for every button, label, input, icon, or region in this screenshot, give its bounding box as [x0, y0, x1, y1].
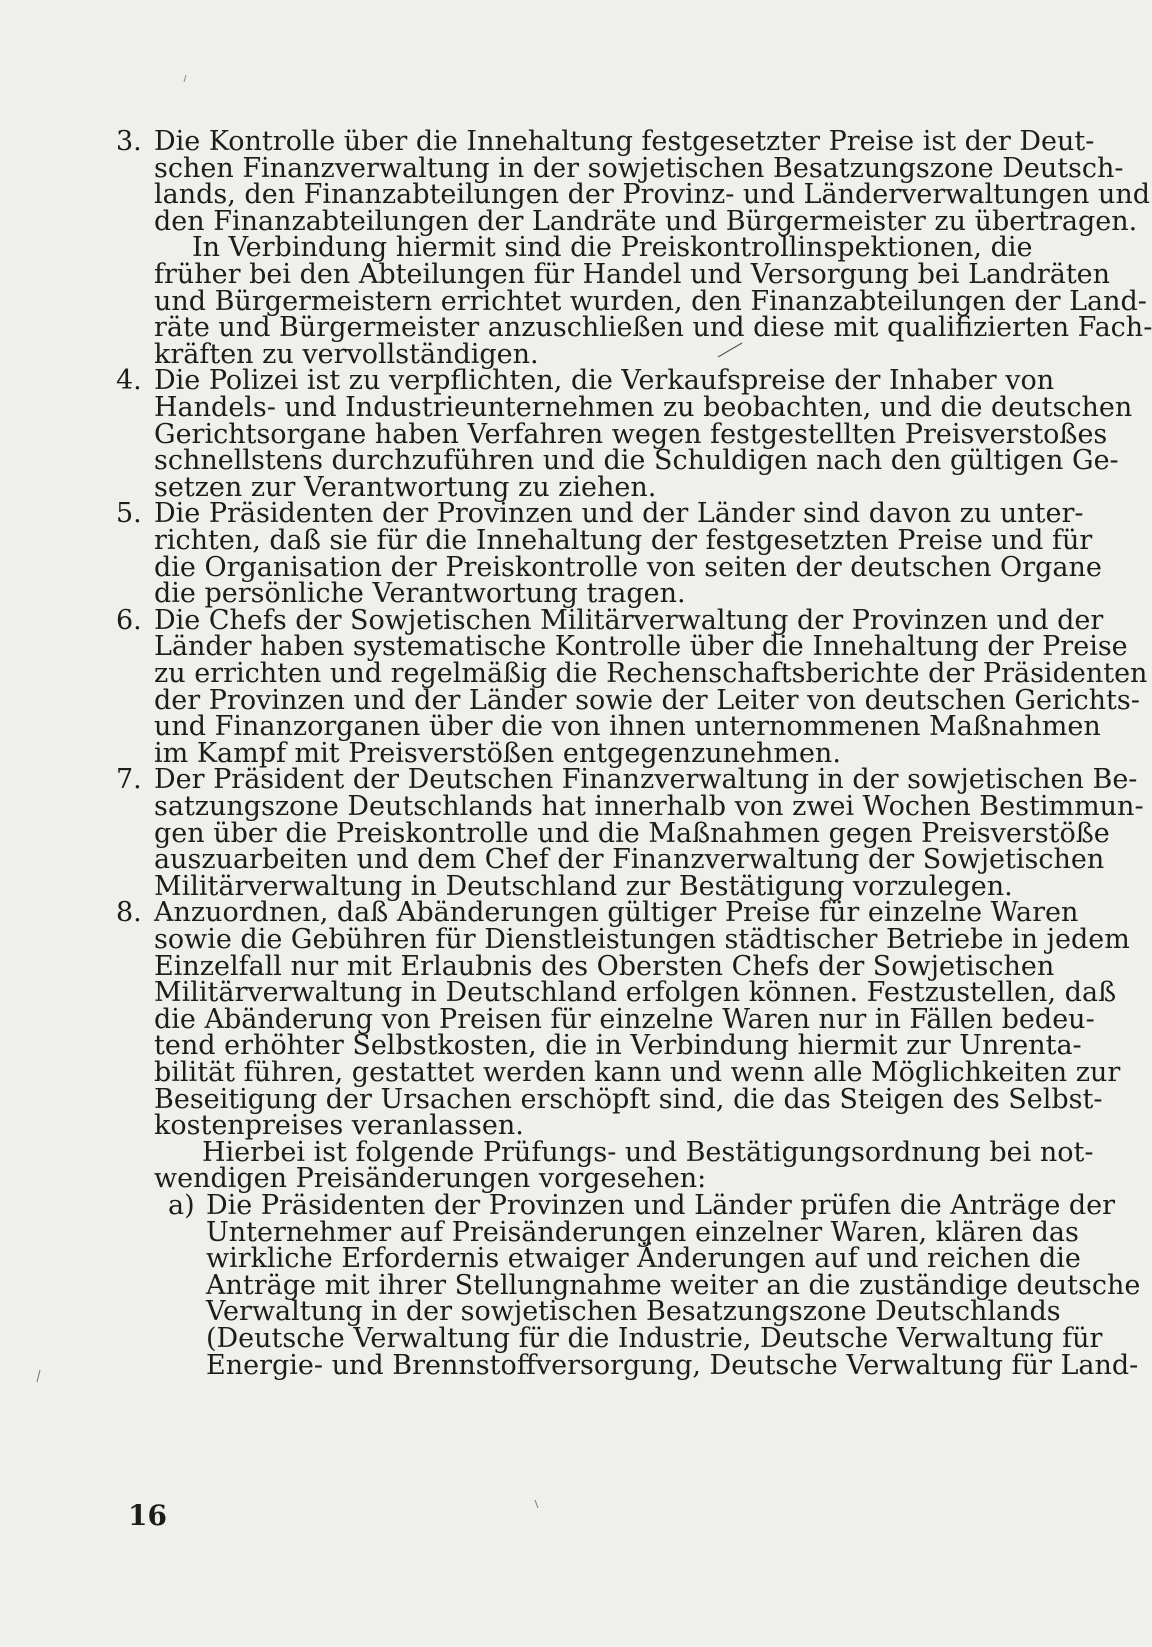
subitem-text-line: Unternehmer auf Preisänderungen einzelner Waren, klären das	[206, 1216, 1079, 1248]
text-line: In Verbindung hiermit sind die Preiskontrollinspektionen, die	[192, 232, 1033, 264]
text-line: die Organisation der Preiskontrolle von seiten der deutschen Organe	[154, 551, 1102, 583]
text-line: Handels- und Industrieunternehmen zu beobachten, und die deutschen	[154, 392, 1133, 423]
text-line: räte und Bürgermeister anzuschließen und diese mit qualifizierten Fach-	[154, 312, 1152, 344]
text-line: lands, den Finanzabteilungen der Provinz- und Länderverwaltungen und	[154, 179, 1151, 211]
text-line: sowie die Gebühren für Dienstleistungen städtischer Betriebe in jedem	[154, 924, 1130, 955]
item-number: 6.	[116, 604, 142, 636]
text-line: der Provinzen und der Länder sowie der Leiter von deutschen Gerichts-	[154, 684, 1140, 716]
text-line: auszuarbeiten und dem Chef der Finanzverwaltung der Sowjetischen	[154, 844, 1105, 876]
text-line: tend erhöhter Selbstkosten, die in Verbindung hiermit zur Unrenta-	[154, 1030, 1082, 1062]
text-line: bilität führen, gestattet werden kann und wenn alle Möglichkeiten zur	[154, 1057, 1121, 1088]
text-line: Beseitigung der Ursachen erschöpft sind, die das Steigen des Selbst-	[154, 1083, 1103, 1115]
text-line: Militärverwaltung in Deutschland erfolgen können. Festzustellen, daß	[154, 977, 1117, 1009]
text-line: schen Finanzverwaltung in der sowjetischen Besatzungszone Deutsch-	[154, 152, 1124, 184]
text-line: satzungszone Deutschlands hat innerhalb von zwei Wochen Bestimmun-	[154, 791, 1144, 822]
text-line: früher bei den Abteilungen für Handel und Versorgung bei Landräten	[154, 259, 1111, 290]
text-line: und Bürgermeistern errichtet wurden, den Finanzabteilungen der Land-	[154, 285, 1147, 317]
text-line: Einzelfall nur mit Erlaubnis des Obersten Chefs der Sowjetischen	[154, 950, 1055, 982]
item-number: 4.	[116, 365, 142, 397]
subitem-label: a)	[168, 1190, 195, 1221]
text-line: Hierbei ist folgende Prüfungs- und Bestätigungsordnung bei not-	[202, 1136, 1094, 1168]
text-line: setzen zur Verantwortung zu ziehen.	[154, 471, 657, 503]
text-line: kostenpreises veranlassen.	[154, 1110, 524, 1142]
text-line: und Finanzorganen über die von ihnen unternommenen Maßnahmen	[154, 711, 1101, 743]
subitem-text-line: Energie- und Brennstoffversorgung, Deutsche Verwaltung für Land-	[206, 1349, 1139, 1381]
text-line: Die Polizei ist zu verpflichten, die Verkaufspreise der Inhaber von	[154, 365, 1055, 397]
text-line: wendigen Preisänderungen vorgesehen:	[154, 1163, 707, 1195]
text-line: richten, daß sie für die Innehaltung der festgesetzten Preise und für	[154, 525, 1093, 556]
text-line: die Abänderung von Preisen für einzelne Waren nur in Fällen bedeu-	[154, 1003, 1095, 1035]
text-line: Die Präsidenten der Provinzen und der Länder sind davon zu unter-	[154, 498, 1084, 530]
subitem-text-line: Verwaltung in der sowjetischen Besatzungszone Deutschlands	[206, 1296, 1061, 1328]
text-line: die persönliche Verantwortung tragen.	[154, 578, 686, 610]
text-line: zu errichten und regelmäßig die Rechenschaftsberichte der Präsidenten	[154, 658, 1148, 689]
text-line: den Finanzabteilungen der Landräte und Bürgermeister zu übertragen.	[154, 205, 1138, 237]
item-number: 5.	[116, 498, 142, 530]
text-line: schnellstens durchzuführen und die Schuldigen nach den gültigen Ge-	[154, 445, 1119, 477]
text-line: Militärverwaltung in Deutschland zur Bestätigung vorzulegen.	[154, 870, 1013, 902]
item-number: 8.	[116, 897, 142, 929]
page-number: 16	[128, 1499, 167, 1532]
item-number: 7.	[116, 764, 142, 796]
text-line: Die Chefs der Sowjetischen Militärverwaltung der Provinzen und der	[154, 604, 1104, 636]
text-line: gen über die Preiskontrolle und die Maßnahmen gegen Preisverstöße	[154, 817, 1110, 849]
subitem-text-line: Die Präsidenten der Provinzen und Länder prüfen die Anträge der	[206, 1190, 1116, 1221]
item-number: 3.	[116, 126, 142, 157]
text-line: Der Präsident der Deutschen Finanzverwaltung in der sowjetischen Be-	[154, 764, 1138, 796]
text-line: im Kampf mit Preisverstößen entgegenzunehmen.	[154, 737, 841, 769]
text-line: Anzuordnen, daß Abänderungen gültiger Preise für einzelne Waren	[154, 897, 1079, 929]
subitem-text-line: wirkliche Erfordernis etwaiger Änderungen auf und reichen die	[206, 1243, 1081, 1275]
text-line: Gerichtsorgane haben Verfahren wegen festgestellten Preisverstoßes	[154, 418, 1108, 450]
text-line: Länder haben systematische Kontrolle über die Innehaltung der Preise	[154, 631, 1128, 663]
text-line: Die Kontrolle über die Innehaltung festgesetzter Preise ist der Deut-	[154, 126, 1095, 157]
subitem-text-line: (Deutsche Verwaltung für die Industrie, Deutsche Verwaltung für	[206, 1323, 1103, 1354]
subitem-text-line: Anträge mit ihrer Stellungnahme weiter an die zuständige deutsche	[206, 1269, 1141, 1301]
text-line: kräften zu vervollständigen.	[154, 338, 539, 370]
